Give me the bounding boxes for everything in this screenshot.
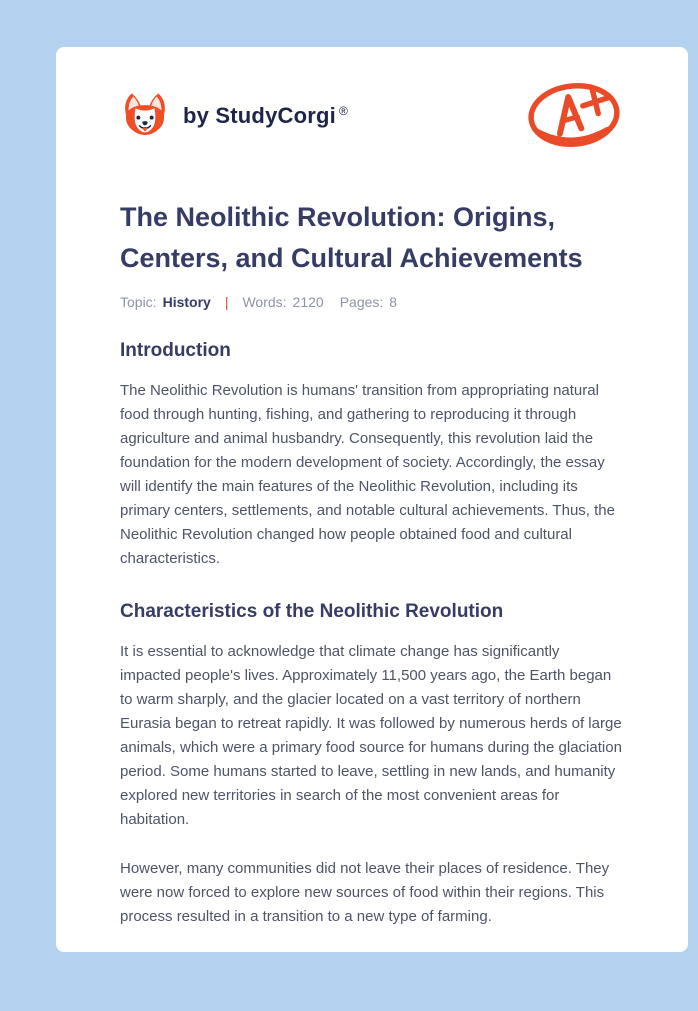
pages-value: 8 xyxy=(389,294,398,310)
paragraph: The Neolithic Revolution is humans' transition from appropriating natural food through hunting, fishing, and gathering to reproducing it through agriculture and animal husbandry. Consequently, this revolution laid the foundation for the modern development of society. Accordingly, the essay will identify the main features of the Neolithic Revolution, including its primary centers, settlements, and notable cultural achievements. Thus, the Neolithic Revolution changed how people obtained food and cultural characteristics. xyxy=(120,382,615,567)
a-plus-badge-icon xyxy=(524,78,624,154)
section-characteristics xyxy=(120,601,624,929)
section-heading: Characteristics of the Neolithic Revolution xyxy=(120,601,504,622)
brand-label: by StudyCorgi xyxy=(183,103,336,128)
registered-trademark: ® xyxy=(338,104,348,118)
section-introduction xyxy=(120,340,624,571)
corgi-logo-icon xyxy=(120,92,170,140)
paragraph: It is essential to acknowledge that climate change has significantly impacted people's lives. Approximately 11,500 years ago, the Earth began to warm sharply, and the glacier located on a vast territory of northern Eurasia began to retreat rapidly. It was followed by numerous herds of large animals, which were a primary food source for humans during the glaciation period. Some humans started to leave, settling in new lands, and humanity explored new territories in search of the most convenient areas for habitation. xyxy=(120,643,622,828)
document-card xyxy=(56,47,688,952)
meta-row xyxy=(120,294,624,310)
words-value: 2120 xyxy=(292,294,324,310)
pages-label: Pages: xyxy=(339,294,384,310)
section-heading: Introduction xyxy=(120,340,231,361)
meta-separator: | xyxy=(224,294,229,310)
topic-link[interactable]: History xyxy=(162,294,211,310)
words-label: Words: xyxy=(242,294,287,310)
brand-text xyxy=(183,103,348,129)
topic-label: Topic: xyxy=(120,294,157,310)
page-title: The Neolithic Revolution: Origins, Centers, and Cultural Achievements xyxy=(120,202,583,273)
header xyxy=(120,77,624,155)
paragraph: However, many communities did not leave their places of residence. They were now forced to explore new sources of food within their regions. This process resulted in a transition to a new type of farming. xyxy=(120,860,610,925)
studycorgi-brand-link[interactable] xyxy=(120,92,348,140)
